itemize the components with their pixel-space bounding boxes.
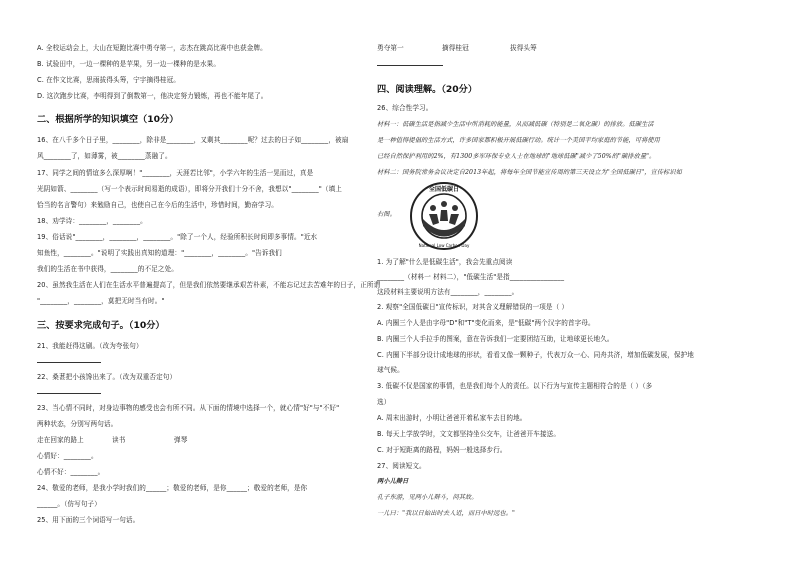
q24-line2: ______。（仿写句子） bbox=[37, 500, 101, 508]
q26-3-c: C. 对于短距离的路程，妈妈一般选择步行。 bbox=[377, 446, 507, 454]
q27-title: 27、阅读短文。 bbox=[377, 462, 426, 470]
q17-line1: 17、同学之间的情谊多么深厚啊！"________，天涯若比邻"，小学六年的生活一晃而过，真是 bbox=[37, 169, 314, 177]
q26-1-line1: 1. 为了解"什么是低碳生活"，我会先重点阅读 bbox=[377, 258, 513, 266]
scene-piano: 弹琴 bbox=[174, 436, 188, 444]
material1-line2: 是一种值得提倡的生活方式，许多国家都积极开展低碳行动。统计一个美国平均家庭的节能，可将使用 bbox=[377, 137, 660, 144]
q23-line2: 两种状态，分别写两句话。 bbox=[37, 420, 118, 428]
q22-answer-line[interactable] bbox=[37, 393, 101, 394]
passage-line2: 一儿曰："我以日始出时去人近，而日中时远也。" bbox=[377, 510, 515, 517]
section-4-title: 四、阅读理解。（20分） bbox=[377, 84, 478, 95]
material1-line1: 材料一：低碳生活是指减少生活中所消耗的能量，从而减低碳（特别是二氧化碳）的排放。低碳生活 bbox=[377, 121, 654, 128]
logo-english-text: National Low Carbon Day bbox=[418, 243, 470, 248]
word-answer-line[interactable] bbox=[377, 65, 443, 66]
material1-line3: 已经自然保护利用的2%，有1300多军环保专业人士在地球的"地球低碳"减少了50%的"碳排放量"。 bbox=[377, 153, 656, 160]
q26-3-line1: 3. 低碳不仅是国家的事情，也是我们每个人的责任。以下行为与宣传主题相符合的是（ ）（多 bbox=[377, 382, 653, 390]
logo-title-text: 全国低碳日 bbox=[428, 186, 460, 193]
option-c: C. 在作文比赛，思雨拔得头筹，宁宇摘得桂冠。 bbox=[37, 76, 180, 84]
mood-good: 心情好：________。 bbox=[37, 452, 98, 460]
passage-line1: 孔子东游，见两小儿辩斗，问其故。 bbox=[377, 494, 478, 501]
q26-2-a: A. 内圈三个人是由字母"D"和"T"变化而来，是"低碳"两个汉字的首字母。 bbox=[377, 319, 595, 327]
passage-title: 两小儿辩日 bbox=[377, 478, 409, 485]
q26-2-c-line2: 球气候。 bbox=[377, 366, 404, 374]
section-2-title: 二、根据所学的知识填空（10分） bbox=[37, 114, 179, 125]
q20-line2: "________，________，莫把无时当有时。" bbox=[37, 297, 165, 305]
q16-line1: 16、在八千多个日子里，________，除非是________，又剩其________呢？过去的日子如________，被扇 bbox=[37, 136, 349, 144]
q20-line1: 20、虽然我生活在人们在生活水平普遍提高了，但是我们依然要继承艰苦朴素，不能忘记过去苦难年的日子，正所谓 bbox=[37, 281, 381, 289]
scene-walking: 走在回家的路上 bbox=[37, 436, 84, 444]
q17-line2: 光阴如箭、________（写一个表示时间易逝的成语），即将分开我们十分不舍，我想以"________"（填上 bbox=[37, 185, 342, 193]
q26-2: 2. 观察"全国低碳日"宣传标识，对其含义理解错误的一项是（ ） bbox=[377, 303, 569, 311]
q26-1-line3: 这段材料主要说明方法有________，________。 bbox=[377, 288, 519, 296]
word-3: 拔得头筹 bbox=[510, 44, 537, 52]
q17-line3: 恰当的名言警句）来勉励自己，也使自己在今后的生活中，珍惜时间，勤奋学习。 bbox=[37, 201, 278, 209]
q19-line1: 19、俗话说"________，________，________。"除了一个人，经验所积长时间即多事情。"近水 bbox=[37, 233, 318, 241]
q25: 25、用下面的三个词语写一句话。 bbox=[37, 516, 140, 524]
q26-2-c-line1: C. 内圈下半部分设计成地球的形状，看看又像一颗种子，代表万众一心、同舟共济，增加低碳发展，保护地 bbox=[377, 351, 695, 359]
option-d: D. 这次跑步比赛，李明得到了倒数第一，他决定努力锻炼，再也不能年尾了。 bbox=[37, 92, 268, 100]
q21: 21、我能赶得这刷。（改为夸张句） bbox=[37, 342, 143, 350]
q24-line1: 24、敬爱的老师，是我小学时我们的______；敬爱的老师，是你______；敬爱的老师，是你 bbox=[37, 484, 308, 492]
mood-bad: 心情不好：________。 bbox=[37, 468, 105, 476]
word-2: 摘得桂冠 bbox=[442, 44, 469, 52]
q16-line2: 风________了，如薄雾，被________蒸融了。 bbox=[37, 152, 172, 160]
q26-1-line2: ________（材料一 材料二），"低碳生活"是指________________ bbox=[377, 273, 565, 281]
q26-3-a: A. 周末出游时，小明让爸爸开着私家车去目的地。 bbox=[377, 414, 527, 422]
option-a: A. 全校运动会上，大山在短跑比赛中勇夺第一，志杰在跳高比赛中也获金牌。 bbox=[37, 44, 267, 52]
q19-line2: 知鱼性，________。"说明了实践出真知的道理："________，________。"告诉我们 bbox=[37, 249, 282, 257]
q22: 22、桑葚把小孩馋出来了。（改为双重否定句） bbox=[37, 373, 177, 381]
q21-answer-line[interactable] bbox=[37, 362, 101, 363]
word-1: 勇夺第一 bbox=[377, 44, 404, 52]
q26-2-b: B. 内圈三个人手拉手的图案，意在告诉我们一定要团结互助，让地球更长地久。 bbox=[377, 335, 614, 343]
scene-reading: 读书 bbox=[112, 436, 126, 444]
low-carbon-day-logo bbox=[409, 181, 479, 251]
q19-line3: 我们的生活在书中获得，________的不足之处。 bbox=[37, 265, 178, 273]
q26-3-line2: 选） bbox=[377, 398, 391, 406]
q26-3-b: B. 每天上学放学时，文文都坚持坐公交车，让爸爸开车接送。 bbox=[377, 430, 561, 438]
q26-title: 26、综合性学习。 bbox=[377, 104, 433, 112]
material2-line1: 材料二：国务院常务会议决定自2013年起，将每年全国节能宣传周的第三天设立为"全国低碳日"，宣传标识如 bbox=[377, 169, 682, 176]
material2-line2: 右图。 bbox=[377, 211, 396, 218]
section-3-title: 三、按要求完成句子。（10分） bbox=[37, 320, 165, 331]
option-b: B. 试验田中，一边一棵种的是苹果，另一边一棵种的是水果。 bbox=[37, 60, 221, 68]
q23-line1: 23、当心情不同时，对身边事物的感受也会有所不同。从下面的情境中选择一个，就心情"好"与"不好" bbox=[37, 404, 340, 412]
q18: 18、劝学诗：________，________。 bbox=[37, 217, 147, 225]
